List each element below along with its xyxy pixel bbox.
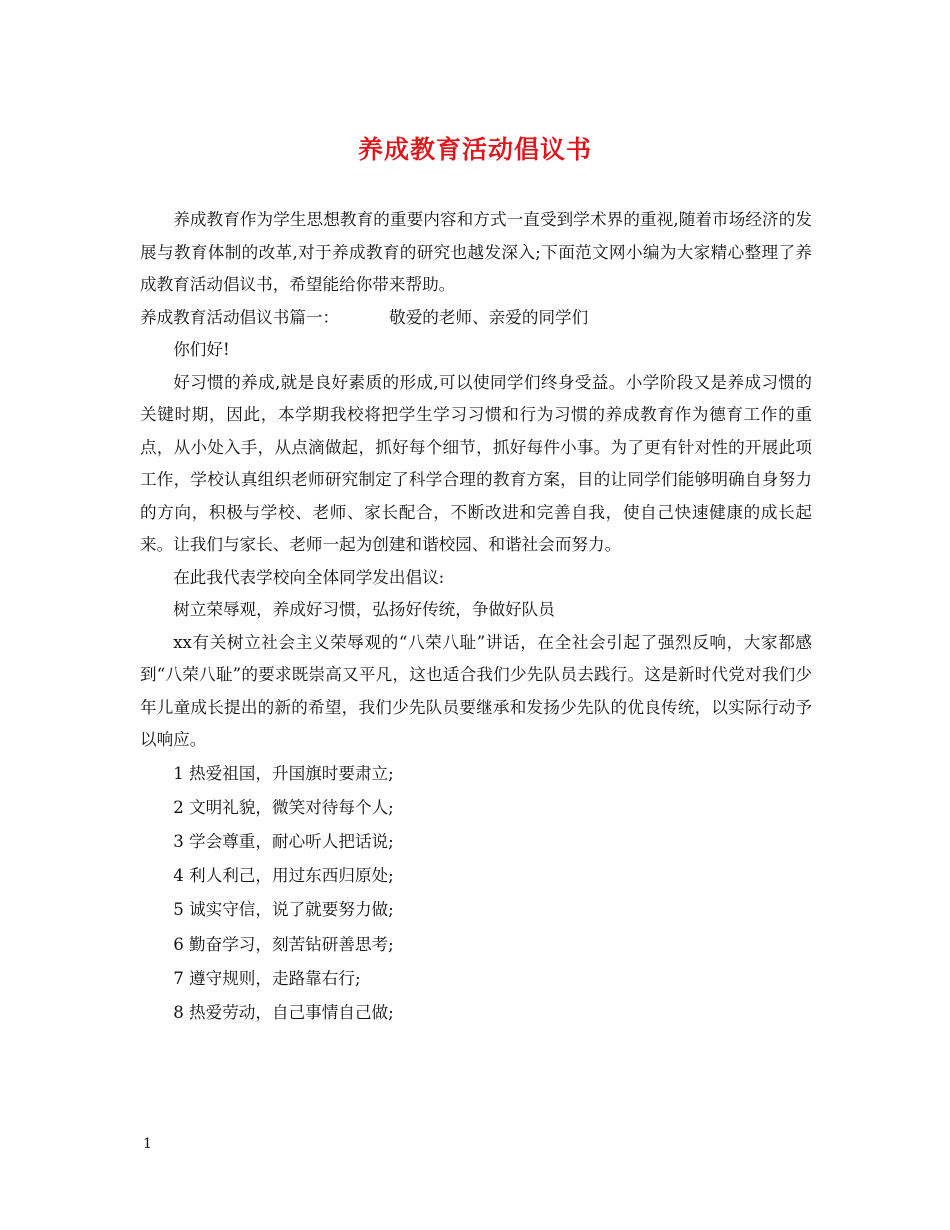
- paragraph-eight-honors: xx有关树立社会主义荣辱观的“八荣八耻”讲话，在全社会引起了强烈反响，大家都感到“八荣八耻”的要求既崇高又平凡，这也适合我们少先队员去践行。这是新时代党对我们少年儿童成长提出的新的希望，我们少先队员要继承和发扬少先队的优良传统，以实际行动予以响应。: [140, 632, 812, 749]
- list-item: 5 诚实守信，说了就要努力做;: [173, 900, 394, 920]
- list-item: 6 勤奋学习，刻苦钻研善思考;: [173, 934, 394, 954]
- proposal-list: [140, 757, 812, 1031]
- section-heading: 养成教育活动倡议书篇一：: [140, 307, 340, 327]
- slogan: 树立荣辱观，养成好习惯，弘扬好传统，争做好队员: [173, 600, 555, 619]
- greeting: 你们好!: [173, 340, 230, 359]
- list-item: 3 学会尊重，耐心听人把话说;: [173, 831, 394, 851]
- proposal-intro: 在此我代表学校向全体同学发出倡议:: [173, 567, 445, 587]
- salutation-to: 敬爱的老师、亲爱的同学们: [389, 307, 589, 327]
- document-body: [140, 204, 812, 1030]
- section-heading-row: [140, 302, 812, 335]
- page-number: 1: [143, 1136, 152, 1152]
- paragraph-habits: 好习惯的养成,就是良好素质的形成,可以使同学们终身受益。小学阶段又是养成习惯的关键时期，因此，本学期我校将把学生学习习惯和行为习惯的养成教育作为德育工作的重点，从小处入手，从点滴做起，抓好每个细节，抓好每件小事。为了更有针对性的开展此项工作，学校认真组织老师研究制定了科学合理的教育方案，目的让同学们能够明确自身努力的方向，积极与学校、老师、家长配合，不断改进和完善自我，使自己快速健康的成长起来。让我们与家长、老师一起为创建和谐校园、和谐社会而努力。: [140, 372, 812, 554]
- document-title: 养成教育活动倡议书: [357, 135, 592, 164]
- list-item: 8 热爱劳动，自己事情自己做;: [173, 1002, 394, 1022]
- intro-paragraph: 养成教育作为学生思想教育的重要内容和方式一直受到学术界的重视,随着市场经济的发展与教育体制的改革,对于养成教育的研究也越发深入;下面范文网小编为大家精心整理了养成教育活动倡议书，希望能给你带来帮助。: [140, 210, 812, 294]
- list-item: 4 利人利己，用过东西归原处;: [173, 866, 394, 886]
- list-item: 2 文明礼貌，微笑对待每个人;: [173, 797, 394, 817]
- list-item: 1 热爱祖国，升国旗时要肃立;: [173, 763, 394, 783]
- list-item: 7 遵守规则，走路靠右行;: [173, 968, 361, 988]
